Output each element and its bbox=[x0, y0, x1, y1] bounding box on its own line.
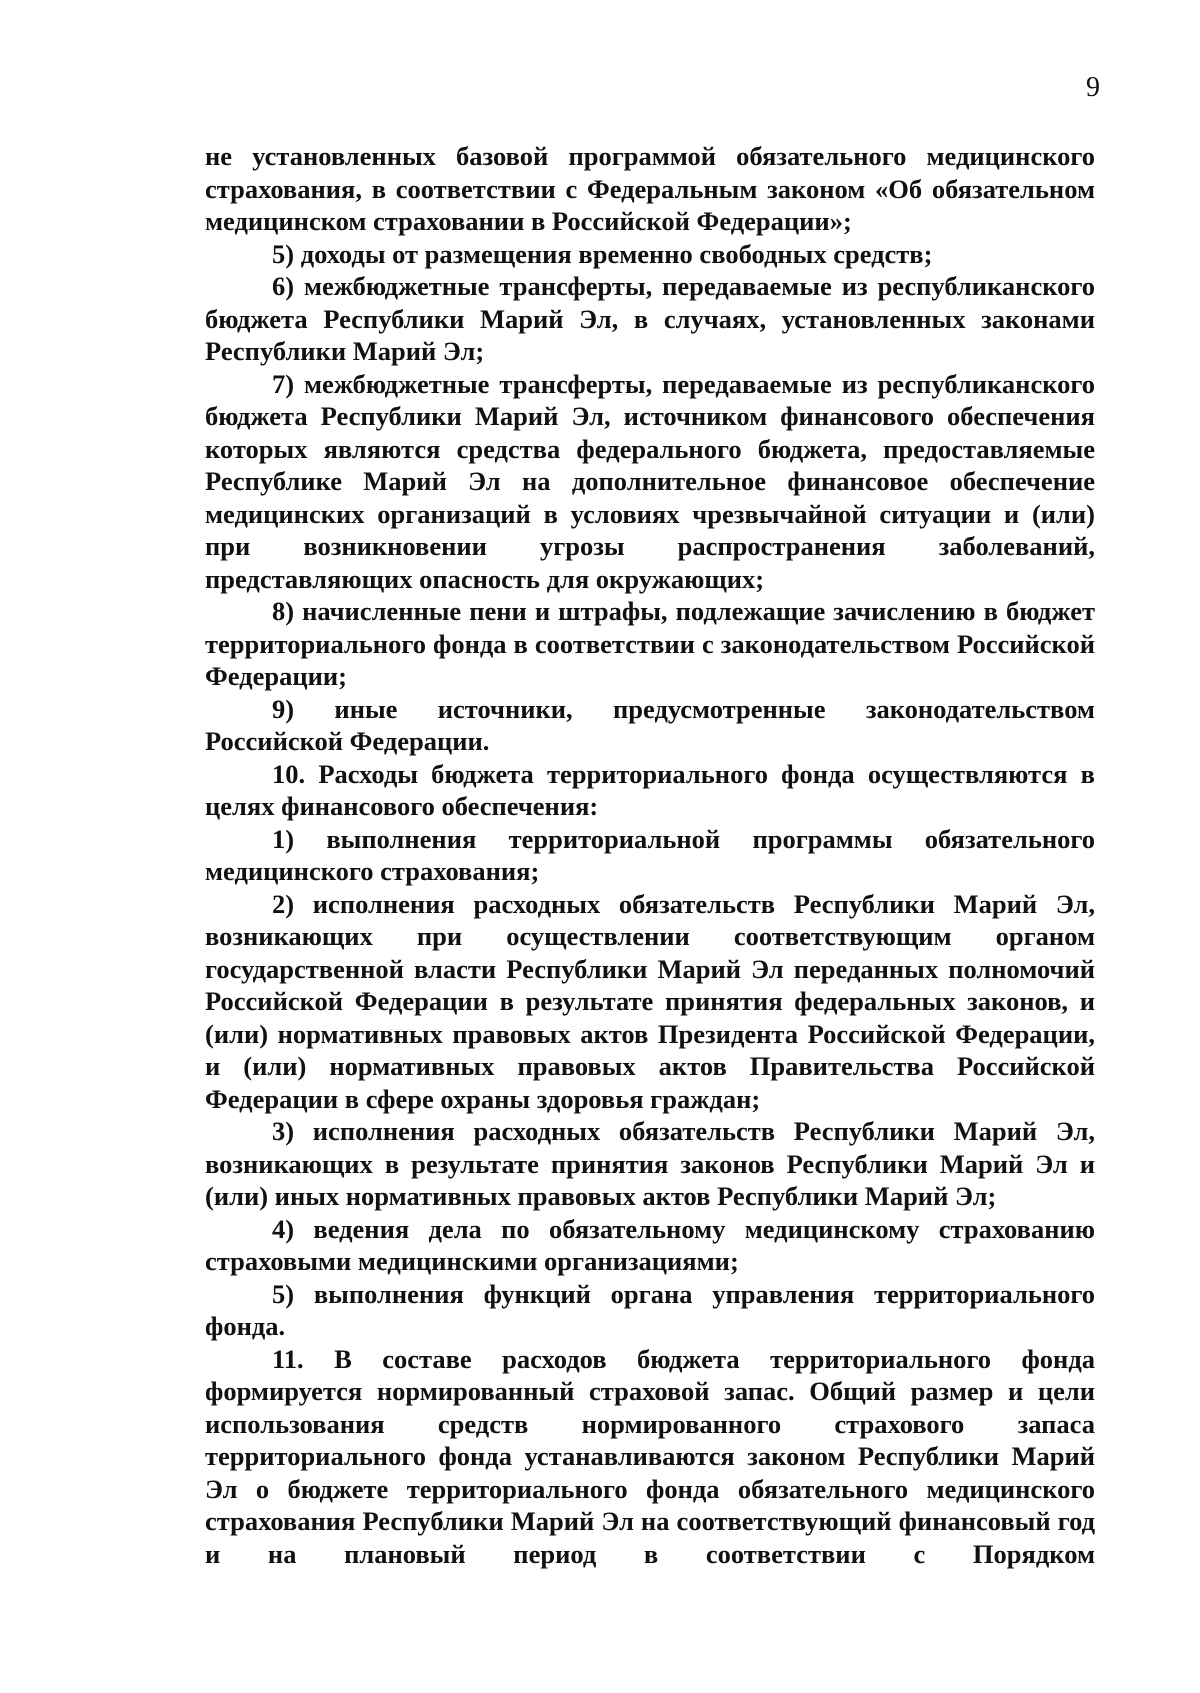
paragraph-section-10-item-3: 3) исполнения расходных обязательств Республики Марий Эл, возникающих в результате принятия законов Республики Марий Эл и (или) иных нормативных правовых актов Республики Марий Эл; bbox=[205, 1116, 1095, 1211]
paragraph-section-11: 11. В составе расходов бюджета территориального фонда формируется нормированный страховой запас. Общий размер и цели использования средств нормированного страхового запаса территориального фонда устанавливаются законом Республики Марий Эл о бюджете территориального фонда обязательного медицинского страхования Республики Марий Эл на соответствующий финансовый год и на плановый период в соответствии с Порядком bbox=[205, 1343, 1095, 1569]
paragraph-section-10: 10. Расходы бюджета территориального фонда осуществляются в целях финансового обеспечения: bbox=[205, 758, 1095, 821]
paragraph-item-8-penalties: 8) начисленные пени и штрафы, подлежащие зачислению в бюджет территориального фонда в соответствии с законодательством Российской Федерации; bbox=[205, 596, 1095, 691]
paragraph-item-6-transfers: 6) межбюджетные трансферты, передаваемые из республиканского бюджета Республики Марий Эл, в случаях, установленных законами Республики Марий Эл; bbox=[205, 271, 1095, 366]
paragraph-section-10-item-2: 2) исполнения расходных обязательств Республики Марий Эл, возникающих при осуществлении соответствующим органом государственной власти Республики Марий Эл переданных полномочий Российской Федерации в результате принятия федеральных законов, и (или) нормативных правовых актов Президента Российской Федерации, и (или) нормативных правовых актов Правительства Российской Федерации в сфере охраны здоровья граждан; bbox=[205, 888, 1095, 1114]
paragraph-section-10-item-5: 5) выполнения функций органа управления территориального фонда. bbox=[205, 1278, 1095, 1341]
paragraph-item-7-transfers: 7) межбюджетные трансферты, передаваемые из республиканского бюджета Республики Марий Эл, источником финансового обеспечения которых являются средства федерального бюджета, предоставляемые Республике Марий Эл на дополнительное финансовое обеспечение медицинских организаций в условиях чрезвычайной ситуации и (или) при возникновении угрозы распространения заболеваний, представляющих опасность для окружающих; bbox=[205, 368, 1095, 594]
paragraph-section-10-item-4: 4) ведения дела по обязательному медицинскому страхованию страховыми медицинскими организациями; bbox=[205, 1213, 1095, 1276]
document-body bbox=[205, 140, 1095, 1570]
paragraph-continuation: не установленных базовой программой обязательного медицинского страхования, в соответствии с Федеральным законом «Об обязательном медицинском страховании в Российской Федерации»; bbox=[205, 141, 1095, 236]
paragraph-item-5-income: 5) доходы от размещения временно свободных средств; bbox=[272, 238, 933, 269]
paragraph-section-10-item-1: 1) выполнения территориальной программы обязательного медицинского страхования; bbox=[205, 823, 1095, 886]
paragraph-item-9-other-sources: 9) иные источники, предусмотренные законодательством Российской Федерации. bbox=[205, 693, 1095, 756]
page-number: 9 bbox=[1086, 72, 1100, 103]
